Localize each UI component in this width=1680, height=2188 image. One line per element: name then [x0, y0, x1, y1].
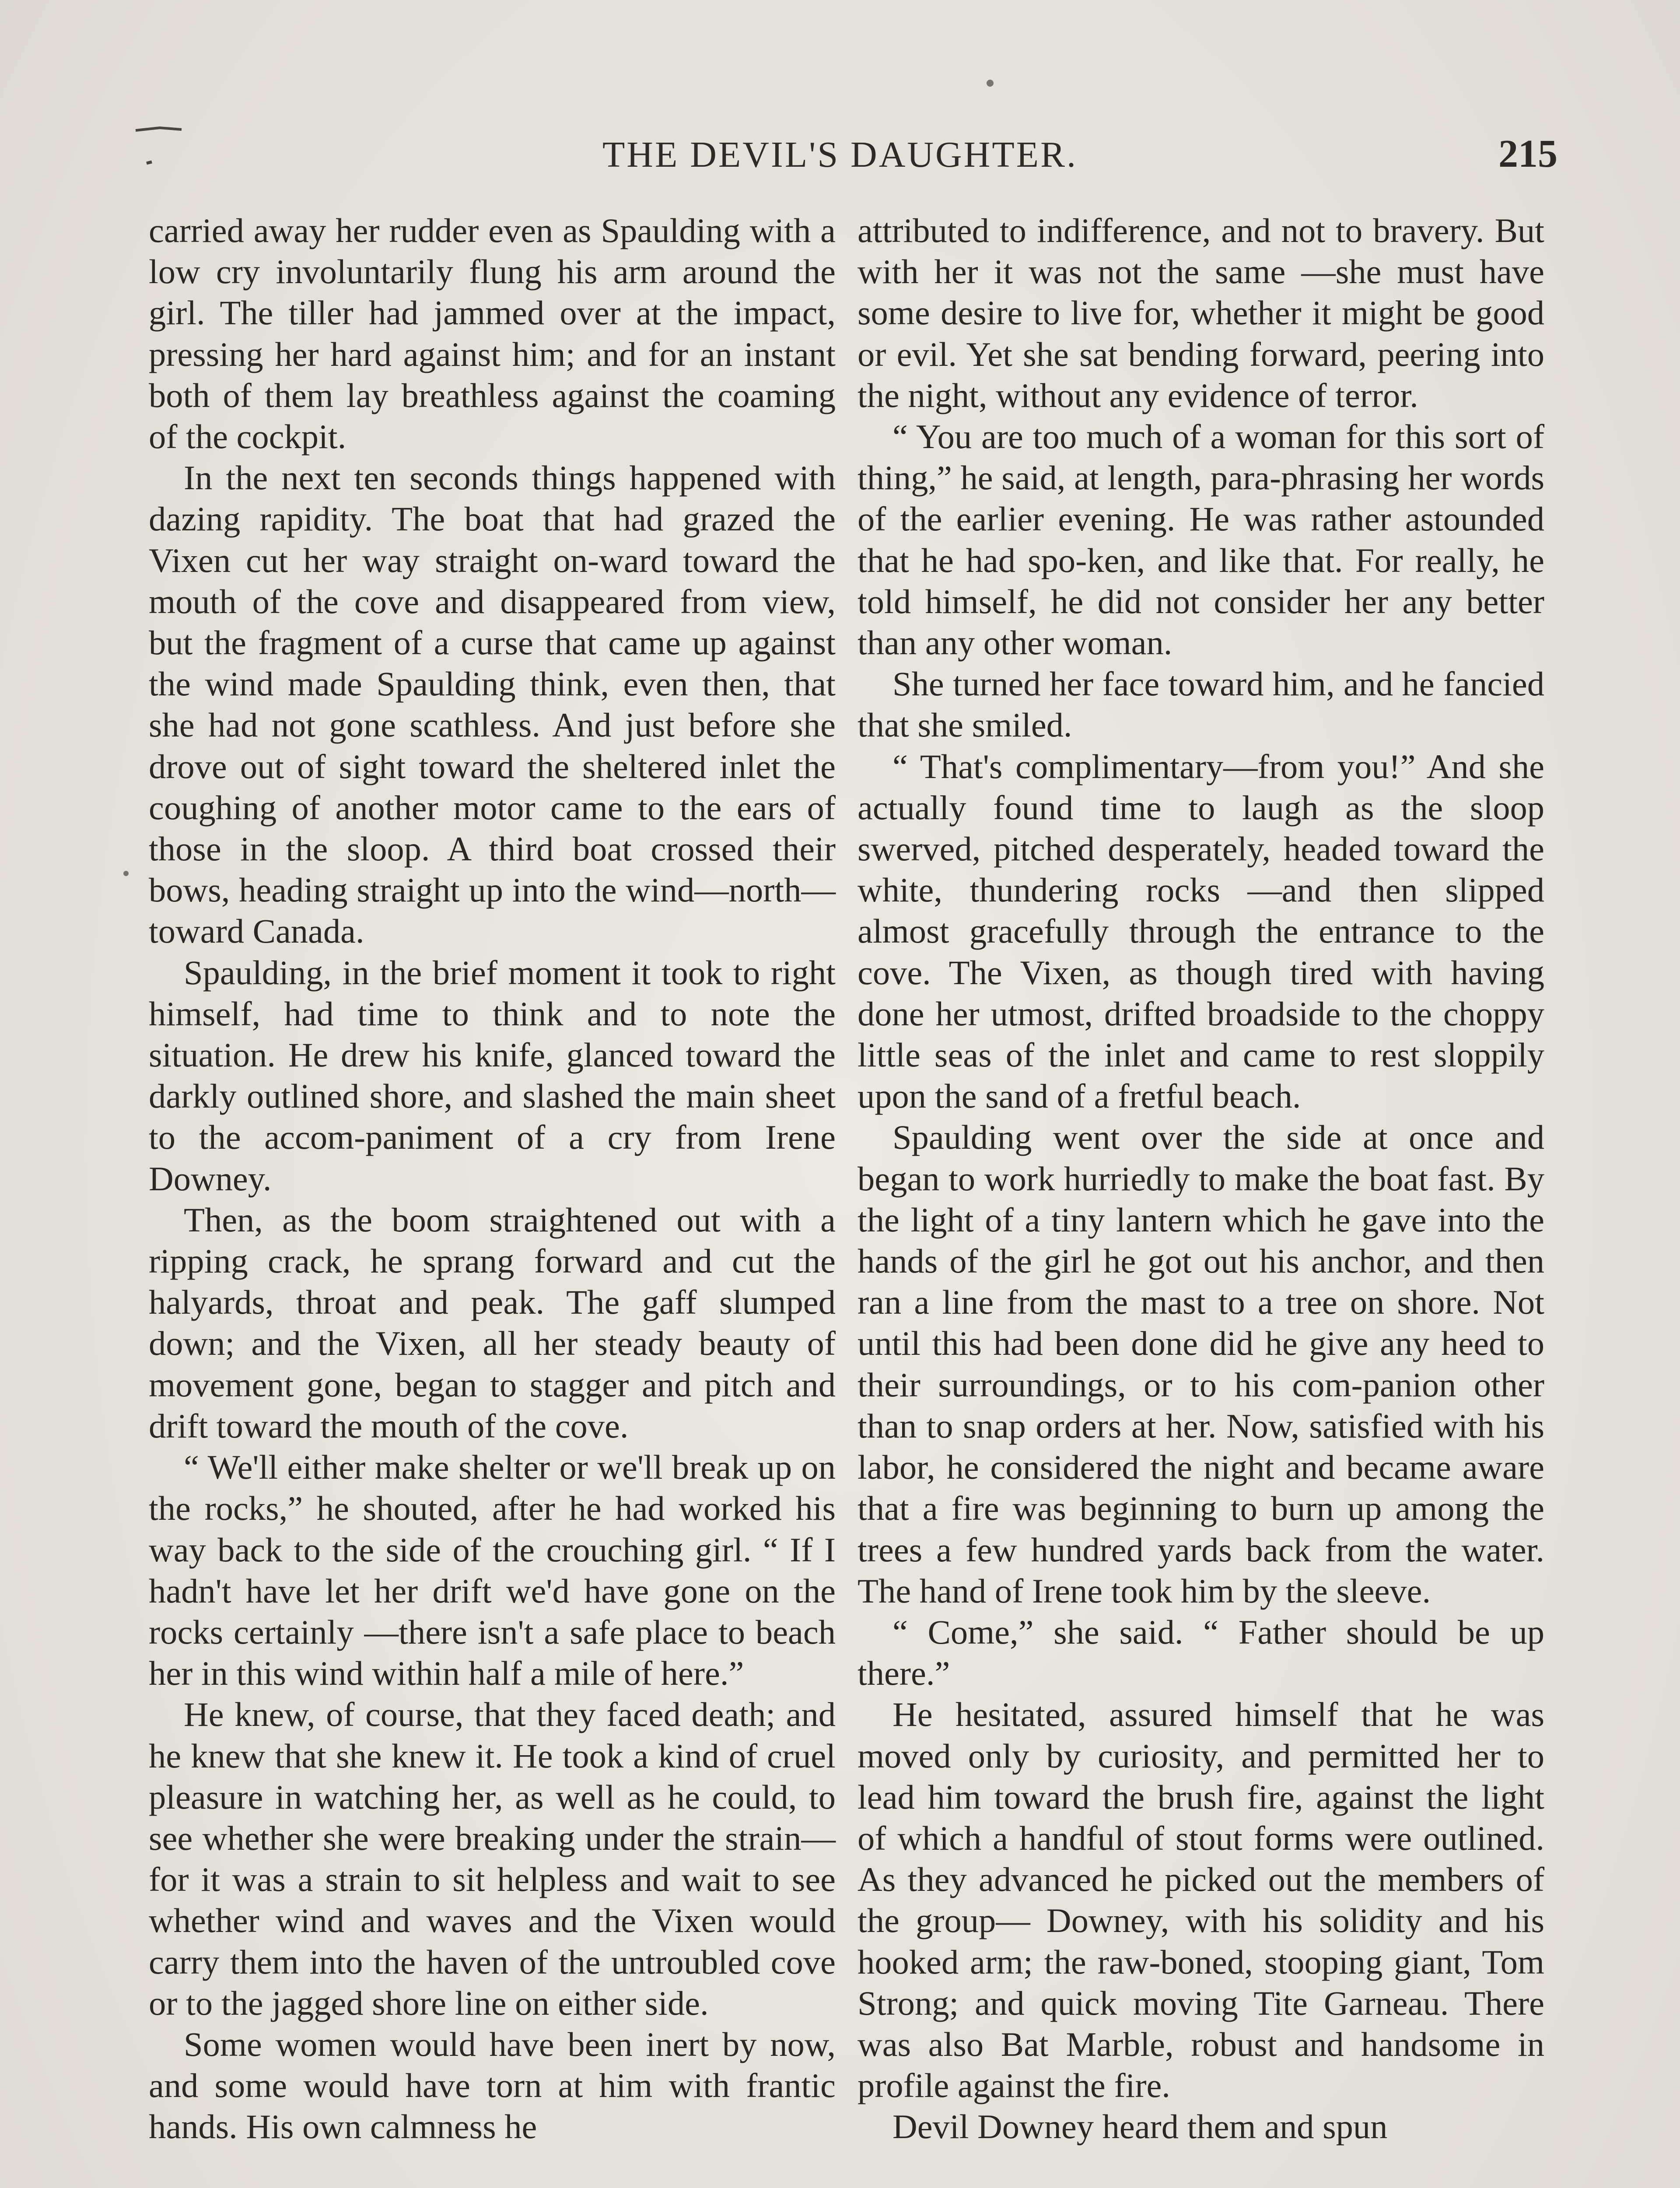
paragraph: attributed to indifference, and not to bravery. But with her it was not the same —she must have some desire to live for, whether it might be good or evil. Yet she sat bending forward, peering into the night, without any evidence of terror. — [858, 211, 1544, 414]
left-column — [149, 210, 836, 2148]
paragraph: “ You are too much of a woman for this sort of thing,” he said, at length, para-phrasing her words of the earlier evening. He was rather astounded that he had spo-ken, and like that. For really, he told himself, he did not consider her any better than any other woman. — [858, 417, 1544, 662]
paragraph: “ Come,” she said. “ Father should be up there.” — [858, 1613, 1544, 1693]
paragraph: Spaulding went over the side at once and began to work hurriedly to make the boat fast. By the light of a tiny lantern which he gave into the hands of the girl he got out his anchor, and then ran a line from the mast to a tree on shore. Not until this had been done did he give any heed to their surroundings, or to his com-panion other than to snap orders at her. Now, satisfied with his labor, he considered the night and became aware that a fire was beginning to burn up among the trees a few hundred yards back from the water. The hand of Irene took him by the sleeve. — [858, 1118, 1544, 1610]
paragraph: Then, as the boom straightened out with a ripping crack, he sprang forward and cut the halyards, throat and peak. The gaff slumped down; and the Vixen, all her steady beauty of movement gone, began to stagger and pitch and drift toward the mouth of the cove. — [149, 1200, 836, 1445]
paragraph: carried away her rudder even as Spaulding with a low cry involuntarily flung his arm around the girl. The tiller had jammed over at the impact, pressing her hard against him; and for an instant both of them lay breathless against the coaming of the cockpit. — [149, 211, 836, 456]
page-number: 215 — [1498, 132, 1558, 175]
paragraph: Devil Downey heard them and spun — [892, 2107, 1388, 2146]
paragraph: He hesitated, assured himself that he was moved only by curiosity, and permitted her to lead him toward the brush fire, against the light of which a handful of stout forms were outlined. As they advanced he picked out the members of the group— Downey, with his solidity and his hooked arm; the raw-boned, stooping giant, Tom Strong; and quick moving Tite Garneau. There was also Bat Marble, robust and handsome in profile against the fire. — [858, 1695, 1544, 2105]
page-header — [131, 127, 1558, 188]
paragraph: “ That's complimentary—from you!” And she actually found time to laugh as the sloop swerved, pitched desperately, headed toward the white, thundering rocks —and then slipped almost gracefully through the entrance to the cove. The Vixen, as though tired with having done her utmost, drifted broadside to the choppy little seas of the inlet and came to rest sloppily upon the sand of a fretful beach. — [858, 747, 1544, 1115]
paragraph: Some women would have been inert by now, and some would have torn at him with frantic hands. His own calmness he — [149, 2025, 836, 2146]
paragraph: In the next ten seconds things happened with dazing rapidity. The boat that had grazed the Vixen cut her way straight on-ward toward the mouth of the cove and disappeared from view, but the fragment of a curse that came up against the wind made Spaulding think, even then, that she had not gone scathless. And just before she drove out of sight toward the sheltered inlet the coughing of another motor came to the ears of those in the sloop. A third boat crossed their bows, heading straight up into the wind—north—toward Canada. — [149, 459, 836, 950]
paper-speck — [987, 80, 994, 87]
paragraph: “ We'll either make shelter or we'll break up on the rocks,” he shouted, after he had worked his way back to the side of the crouching girl. “ If I hadn't have let her drift we'd have gone on the rocks certainly —there isn't a safe place to beach her in this wind within half a mile of here.” — [149, 1448, 836, 1693]
paper-speck — [123, 871, 129, 876]
paragraph: He knew, of course, that they faced death; and he knew that she knew it. He took a kind of cruel pleasure in watching her, as well as he could, to see whether she were breaking under the strain—for it was a strain to sit helpless and wait to see whether wind and waves and the Vixen would carry them into the haven of the untroubled cove or to the jagged shore line on either side. — [149, 1695, 836, 2022]
paragraph: She turned her face toward him, and he fancied that she smiled. — [858, 665, 1544, 744]
running-title: THE DEVIL'S DAUGHTER. — [602, 134, 1078, 175]
paragraph: Spaulding, in the brief moment it took to right himself, had time to think and to note the situation. He drew his knife, glanced toward the darkly outlined shore, and slashed the main sheet to the accom-paniment of a cry from Irene Downey. — [149, 953, 836, 1198]
right-column — [858, 210, 1544, 2148]
